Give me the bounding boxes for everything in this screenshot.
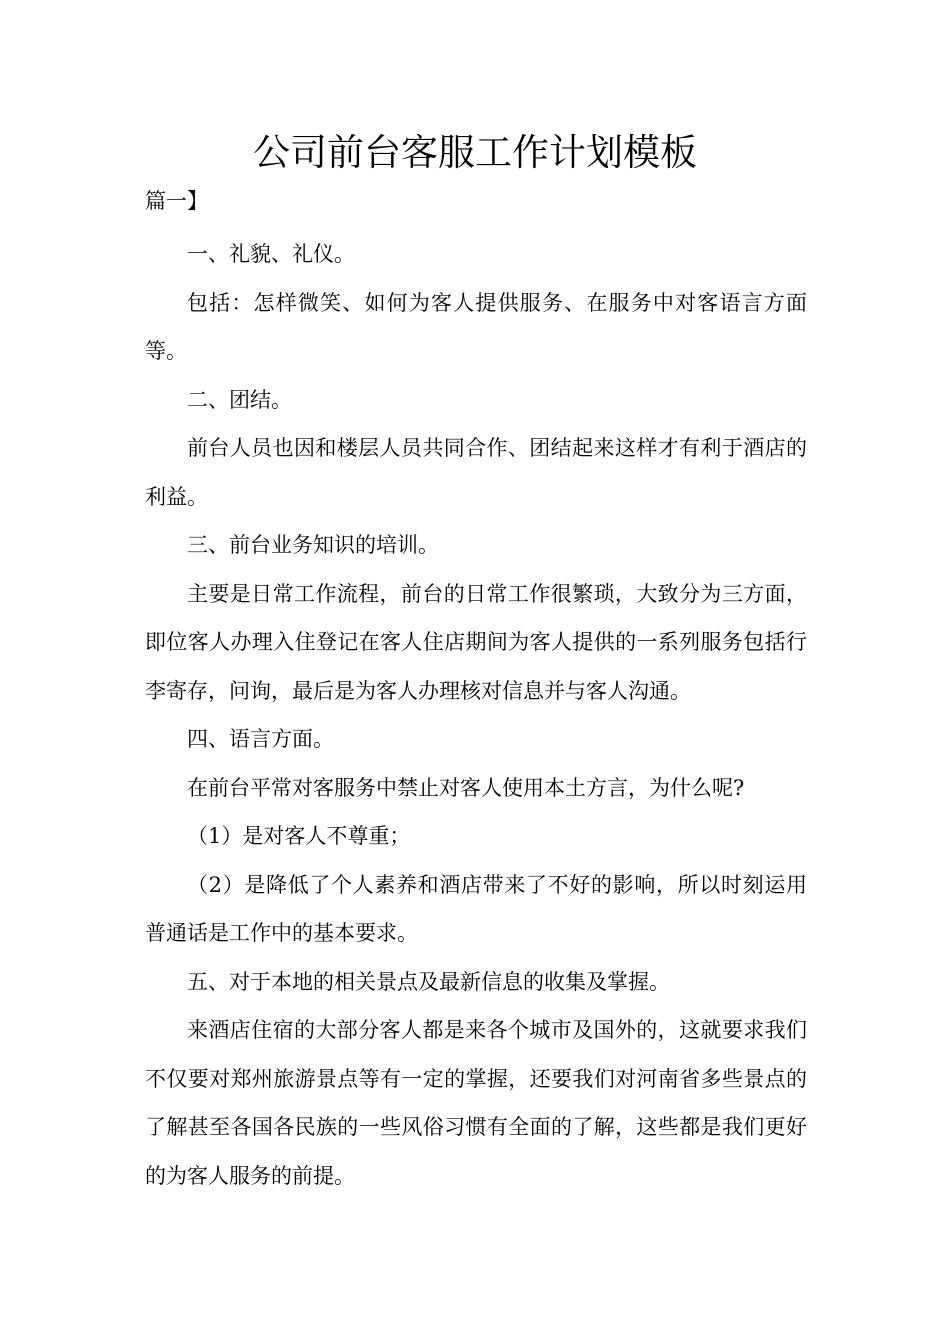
list-item-2: （2）是降低了个人素养和酒店带来了不好的影响，所以时刻运用普通话是工作中的基本要求。: [145, 872, 807, 945]
document-body: [145, 230, 807, 1200]
paragraph-training: 主要是日常工作流程，前台的日常工作很繁琐，大致分为三方面，即位客人办理入住登记在客人住店期间为客人提供的一系列服务包括行李寄存，问询，最后是为客人办理核对信息并与客人沟通。: [145, 581, 807, 703]
paragraph-language: 在前台平常对客服务中禁止对客人使用本土方言，为什么呢?: [187, 775, 745, 800]
heading-courtesy: 一、礼貌、礼仪。: [187, 242, 355, 266]
heading-unity: 二、团结。: [187, 387, 292, 412]
list-item-1: （1）是对客人不尊重；: [187, 824, 411, 848]
heading-language: 四、语言方面。: [187, 727, 334, 751]
heading-local-info: 五、对于本地的相关景点及最新信息的收集及掌握。: [187, 969, 670, 994]
document-title: 公司前台客服工作计划模板: [253, 131, 697, 174]
heading-training: 三、前台业务知识的培训。: [187, 533, 439, 557]
paragraph-local-info: 来酒店住宿的大部分客人都是来各个城市及国外的，这就要求我们不仅要对郑州旅游景点等有一定的掌握，还要我们对河南省多些景点的了解甚至各国各民族的一些风俗习惯有全面的了解，这些都是我们更好的为客人服务的前提。: [145, 1018, 807, 1188]
paragraph-courtesy: 包括：怎样微笑、如何为客人提供服务、在服务中对客语言方面等。: [145, 290, 807, 363]
paragraph-unity: 前台人员也因和楼层人员共同合作、团结起来这样才有利于酒店的利益。: [145, 436, 807, 509]
section-label: 篇一】: [145, 189, 208, 213]
